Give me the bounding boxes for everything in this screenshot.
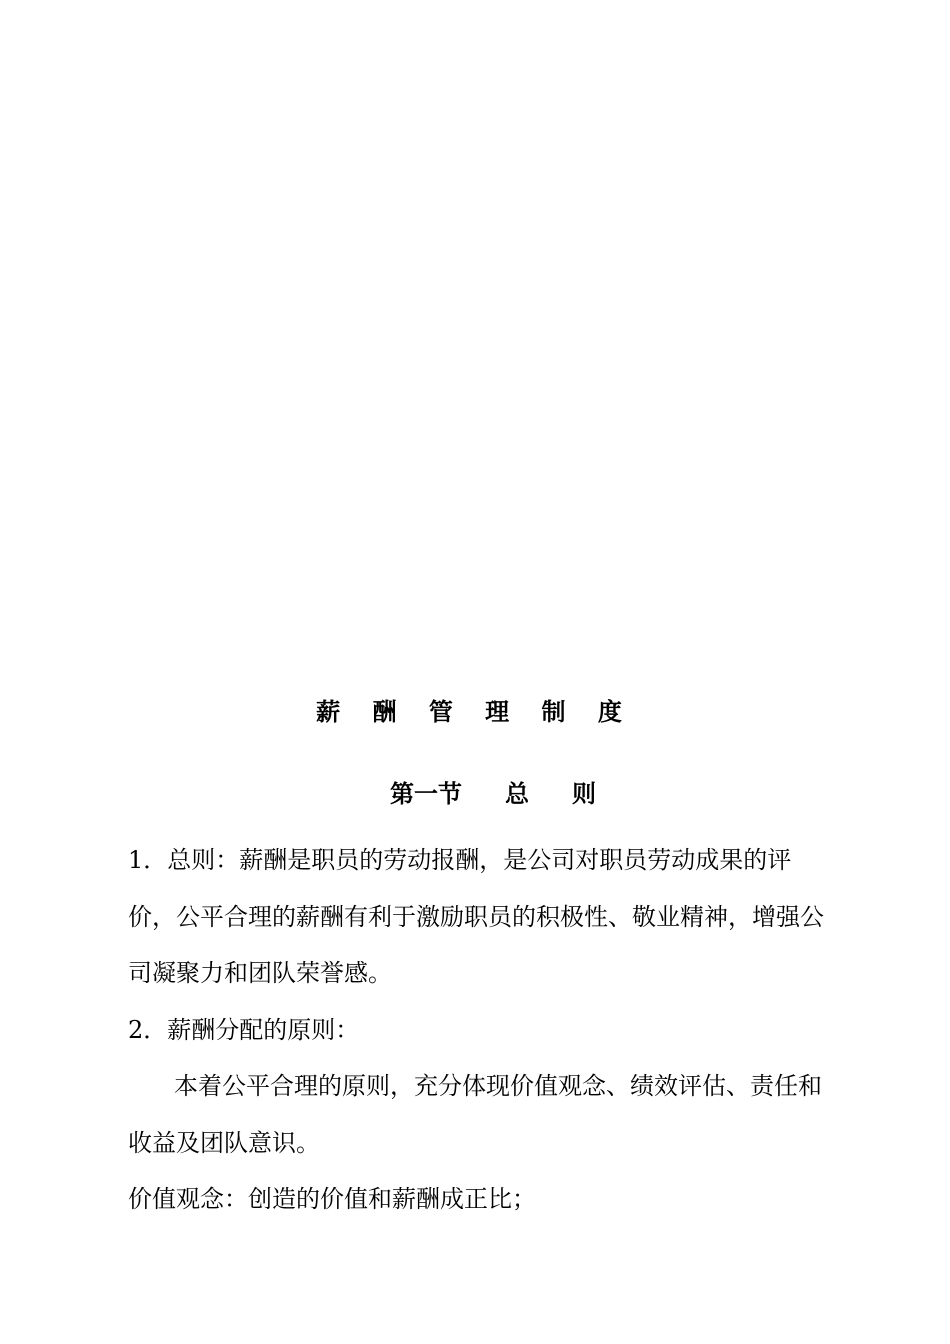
section-heading [390, 776, 596, 812]
document-body [128, 832, 828, 1228]
document-title: 薪 酬 管 理 制 度 [316, 697, 634, 726]
paragraph-general-principle: 1．总则：薪酬是职员的劳动报酬，是公司对职员劳动成果的评价，公平合理的薪酬有利于激励职员的积极性、敬业精神，增强公司凝聚力和团队荣誉感。 [128, 846, 824, 987]
section-title-char-1: 总 [505, 779, 529, 808]
paragraph-value-concept: 价值观念：创造的价值和薪酬成正比； [128, 1185, 536, 1213]
section-title-char-2: 则 [572, 779, 596, 808]
paragraph-distribution-principle: 本着公平合理的原则，充分体现价值观念、绩效评估、责任和收益及团队意识。 [128, 1072, 822, 1157]
paragraph-distribution-heading: 2．薪酬分配的原则： [128, 1015, 360, 1044]
section-number: 第一节 [390, 779, 462, 808]
